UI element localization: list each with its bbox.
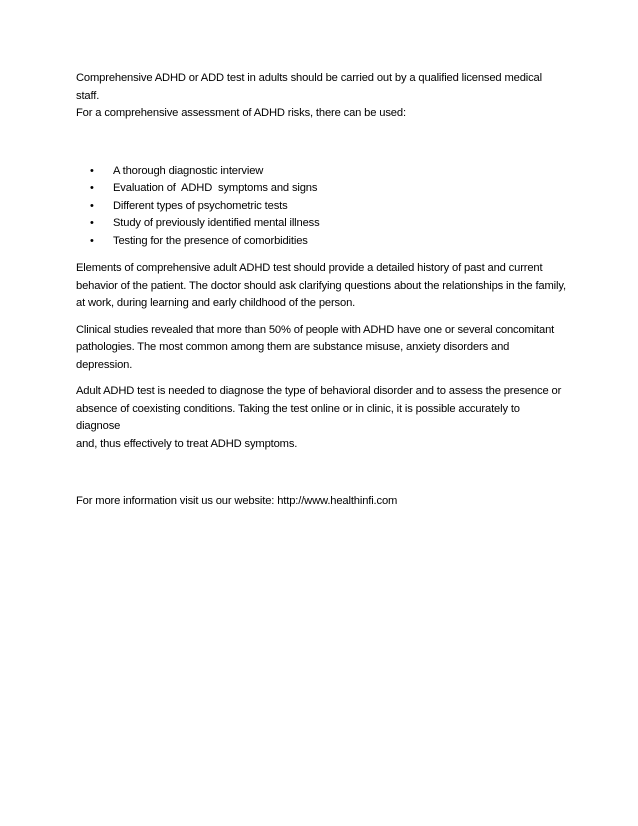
diagnosis-paragraph bbox=[76, 383, 566, 453]
list-item-text: Study of previously identified mental illness bbox=[113, 217, 320, 229]
list-item bbox=[76, 215, 566, 233]
list-item bbox=[76, 233, 566, 251]
list-item bbox=[76, 163, 566, 181]
list-item-text: Testing for the presence of comorbidities bbox=[113, 234, 308, 247]
assessment-list bbox=[76, 163, 566, 251]
paragraph-line: absence of coexisting conditions. Taking the test online or in clinic, it is possible accurately to diagnose bbox=[76, 402, 520, 432]
list-item bbox=[76, 198, 566, 216]
intro-line: For a comprehensive assessment of ADHD risks, there can be used: bbox=[76, 107, 406, 119]
clinical-studies-paragraph bbox=[76, 322, 566, 375]
paragraph-line: at work, during learning and early childhood of the person. bbox=[76, 297, 356, 309]
bullet-icon: • bbox=[90, 217, 94, 229]
paragraph-line: Elements of comprehensive adult ADHD test should provide a detailed history of past and current bbox=[76, 262, 543, 274]
paragraph-line: Adult ADHD test is needed to diagnose the type of behavioral disorder and to assess the presence or bbox=[76, 385, 562, 397]
paragraph-line: and, thus effectively to treat ADHD symptoms. bbox=[76, 437, 298, 450]
list-item-text: Evaluation of ADHD symptoms and signs bbox=[113, 182, 318, 194]
paragraph-line: behavior of the patient. The doctor should ask clarifying questions about the relationships in the family, bbox=[76, 279, 566, 292]
test-elements-paragraph bbox=[76, 260, 566, 313]
website-info: For more information visit us our website: http://www.healthinfi.com bbox=[76, 495, 398, 507]
bullet-icon: • bbox=[90, 199, 94, 212]
intro-line: Comprehensive ADHD or ADD test in adults should be carried out by a qualified licensed medical staff. bbox=[76, 72, 542, 102]
list-item bbox=[76, 180, 566, 198]
paragraph-line: pathologies. The most common among them are substance misuse, anxiety disorders and depression. bbox=[76, 341, 510, 371]
bullet-icon: • bbox=[90, 182, 94, 194]
paragraph-line: Clinical studies revealed that more than 50% of people with ADHD have one or several concomitant bbox=[76, 323, 555, 336]
intro-paragraph bbox=[76, 70, 566, 123]
bullet-icon: • bbox=[90, 164, 94, 177]
bullet-icon: • bbox=[90, 234, 94, 247]
list-item-text: Different types of psychometric tests bbox=[113, 199, 288, 212]
document-body bbox=[76, 70, 566, 511]
list-item-text: A thorough diagnostic interview bbox=[113, 164, 264, 177]
